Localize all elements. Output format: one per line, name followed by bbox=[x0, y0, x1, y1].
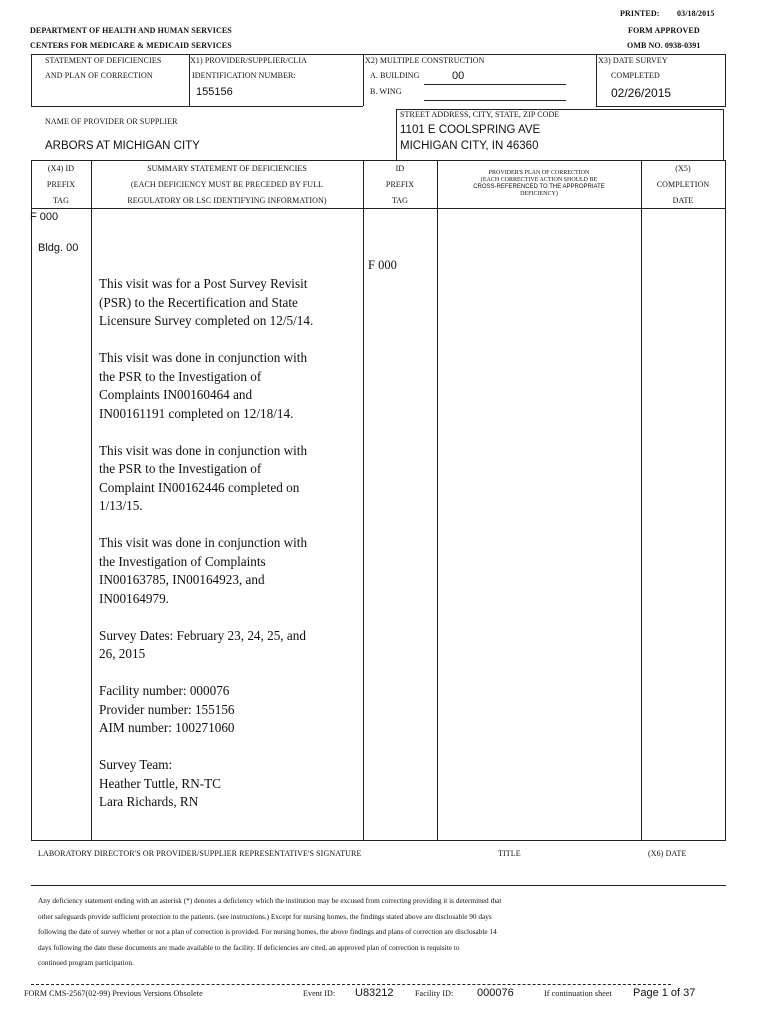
summary-line: Heather Tuttle, RN-TC bbox=[99, 775, 221, 791]
summary-line: IN00163785, IN00164923, and bbox=[99, 572, 265, 587]
disclaimer-line: Any deficiency statement ending with an asterisk (*) denotes a deficiency which the institution may be excused from correcting providing it is determined that bbox=[38, 896, 502, 905]
event-id: U83212 bbox=[355, 987, 394, 999]
x4-header-3: TAG bbox=[52, 196, 70, 205]
building-value: 00 bbox=[452, 70, 465, 82]
summary-paragraph bbox=[99, 756, 361, 812]
signature-label: LABORATORY DIRECTOR'S OR PROVIDER/SUPPLIER REPRESENTATIVE'S SIGNATURE bbox=[38, 849, 362, 858]
facility-label: Facility ID: bbox=[415, 989, 454, 998]
cms-name: CENTERS FOR MEDICARE & MEDICAID SERVICES bbox=[30, 41, 232, 50]
summary-paragraph bbox=[99, 349, 361, 423]
x4-header-2: PREFIX bbox=[46, 180, 76, 189]
summary-line: Survey Dates: February 23, 24, 25, and bbox=[99, 627, 306, 643]
disclaimer-line: continued program participation. bbox=[38, 958, 134, 967]
plan-header-3: CROSS-REFERENCED TO THE APPROPRIATE bbox=[473, 184, 605, 190]
disclaimer-line: days following the date these documents are made available to the facility. If deficiencies are cited, an approved plan of correction is requisite to bbox=[38, 942, 460, 952]
form-approved: FORM APPROVED bbox=[628, 26, 700, 35]
disclaimer bbox=[38, 893, 718, 971]
plan-label: AND PLAN OF CORRECTION bbox=[45, 71, 153, 80]
title-label: TITLE bbox=[498, 849, 521, 858]
provider-name: ARBORS AT MICHIGAN CITY bbox=[45, 140, 200, 152]
disclaimer-line: following the date of survey whether or not a plan of correction is provided. For nursing homes, the above findings and plans of correction are disclosable 14 bbox=[38, 927, 497, 936]
provider-id: 155156 bbox=[196, 86, 233, 98]
left-tag: F 000 bbox=[30, 211, 59, 223]
summary-paragraph bbox=[99, 275, 361, 331]
facility-id: 000076 bbox=[477, 987, 514, 999]
summary-statement bbox=[99, 275, 361, 830]
plan-header-2: (EACH CORRECTIVE ACTION SHOULD BE bbox=[480, 177, 598, 183]
summary-header-1: SUMMARY STATEMENT OF DEFICIENCIES bbox=[147, 164, 307, 173]
summary-line: This visit was done in conjunction with bbox=[99, 350, 308, 365]
id-header-2: PREFIX bbox=[385, 180, 415, 189]
summary-line: the PSR to the Investigation of bbox=[99, 368, 262, 384]
x3-label: X3) DATE SURVEY bbox=[598, 56, 668, 65]
completed-label: COMPLETED bbox=[611, 71, 660, 80]
summary-paragraph bbox=[99, 534, 361, 608]
summary-line: Complaints IN00160464 and bbox=[99, 387, 253, 402]
summary-paragraph bbox=[99, 682, 361, 738]
summary-line: Provider number: 155156 bbox=[99, 701, 235, 717]
omb-number: OMB NO. 0938-0391 bbox=[627, 41, 701, 50]
x6-date-label: (X6) DATE bbox=[648, 849, 687, 858]
id-header-1: ID bbox=[395, 164, 405, 173]
summary-line: 26, 2015 bbox=[99, 646, 146, 661]
statement-label: STATEMENT OF DEFICIENCIES bbox=[45, 56, 162, 65]
event-label: Event ID: bbox=[303, 989, 336, 998]
wing-label: B. WING bbox=[370, 87, 402, 96]
summary-header-3: REGULATORY OR LSC IDENTIFYING INFORMATION) bbox=[127, 196, 327, 205]
summary-line: Licensure Survey completed on 12/5/14. bbox=[99, 313, 314, 328]
summary-line: Survey Team: bbox=[99, 757, 173, 772]
plan-header-4: DEFICIENCY) bbox=[520, 191, 558, 197]
summary-line: the PSR to the Investigation of bbox=[99, 461, 262, 476]
printed-date: 03/18/2015 bbox=[677, 9, 715, 18]
summary-paragraph bbox=[99, 442, 361, 516]
bldg-label: Bldg. 00 bbox=[38, 242, 79, 254]
dept-name: DEPARTMENT OF HEALTH AND HUMAN SERVICES bbox=[30, 26, 232, 35]
summary-line: AIM number: 100271060 bbox=[99, 720, 235, 735]
x1-id-label: IDENTIFICATION NUMBER: bbox=[192, 71, 296, 80]
summary-line: Complaint IN00162446 completed on bbox=[99, 479, 300, 495]
plan-header-1: PROVIDER'S PLAN OF CORRECTION bbox=[488, 170, 590, 176]
continuation-label: If continuation sheet bbox=[544, 989, 612, 998]
summary-line: Facility number: 000076 bbox=[99, 683, 230, 698]
printed-label: PRINTED: bbox=[620, 9, 660, 18]
x5-header-3: DATE bbox=[672, 196, 694, 205]
summary-line: Lara Richards, RN bbox=[99, 794, 199, 809]
summary-line: This visit was done in conjunction with bbox=[99, 535, 308, 550]
x2-label: X2) MULTIPLE CONSTRUCTION bbox=[365, 56, 485, 65]
summary-line: This visit was done in conjunction with bbox=[99, 442, 308, 458]
summary-header-2: (EACH DEFICIENCY MUST BE PRECEDED BY FULL bbox=[130, 180, 324, 189]
x1-label: X1) PROVIDER/SUPPLIER/CLIA bbox=[190, 56, 308, 65]
summary-paragraph bbox=[99, 627, 361, 664]
building-label: A. BUILDING bbox=[370, 71, 420, 80]
x5-header-1: (X5) bbox=[675, 164, 691, 173]
address-street: 1101 E COOLSPRING AVE bbox=[400, 124, 541, 136]
summary-line: 1/13/15. bbox=[99, 498, 143, 513]
right-tag: F 000 bbox=[368, 258, 397, 272]
x5-header-2: COMPLETION bbox=[656, 180, 710, 189]
x4-header-1: (X4) ID bbox=[47, 164, 75, 173]
summary-line: IN00164979. bbox=[99, 590, 169, 606]
address-city: MICHIGAN CITY, IN 46360 bbox=[400, 140, 539, 152]
summary-line: (PSR) to the Recertification and State bbox=[99, 294, 298, 310]
id-header-3: TAG bbox=[391, 196, 409, 205]
summary-line: the Investigation of Complaints bbox=[99, 553, 266, 569]
page-number: Page 1 of 37 bbox=[633, 987, 696, 999]
survey-date: 02/26/2015 bbox=[611, 86, 672, 100]
address-label: STREET ADDRESS, CITY, STATE, ZIP CODE bbox=[400, 110, 560, 119]
disclaimer-line: other safeguards provide sufficient protection to the patients. (see instructions.) Except for nursing homes, the findings stated above are disclosable 90 days bbox=[38, 911, 492, 921]
provider-name-label: NAME OF PROVIDER OR SUPPLIER bbox=[45, 117, 178, 126]
form-number: FORM CMS-2567(02-99) Previous Versions Obsolete bbox=[24, 989, 203, 998]
summary-line: This visit was for a Post Survey Revisit bbox=[99, 276, 308, 291]
summary-line: IN00161191 completed on 12/18/14. bbox=[99, 405, 294, 421]
